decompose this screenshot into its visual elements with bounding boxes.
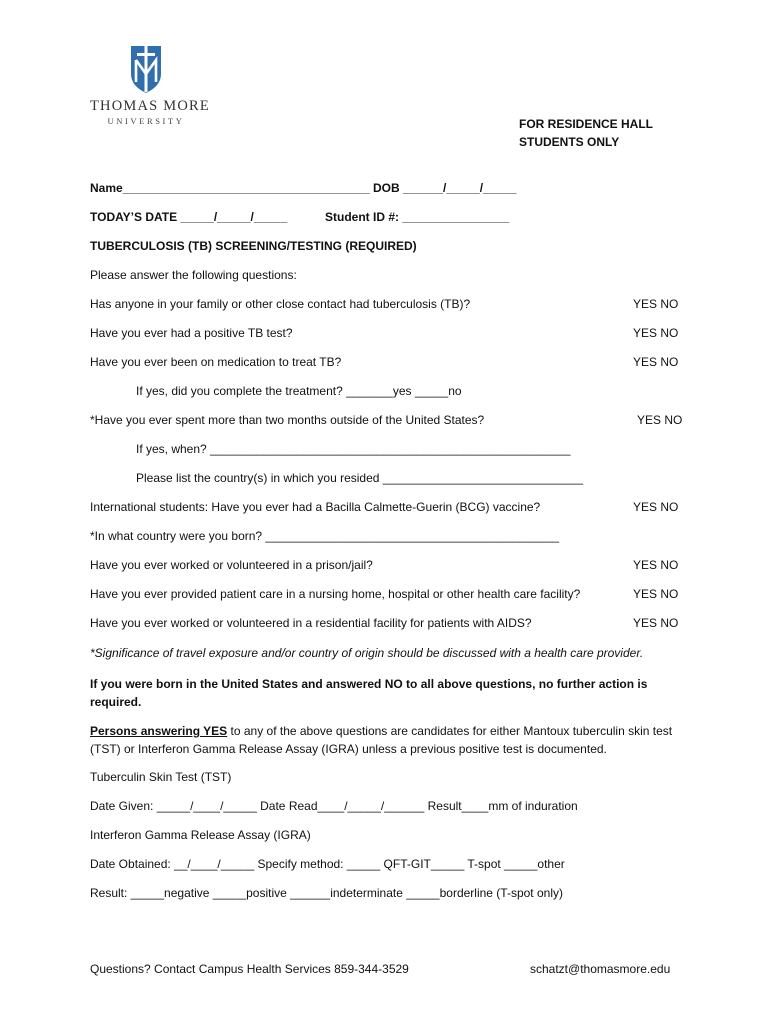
student-id-field[interactable]: Student ID #: ________________ [325,210,510,224]
logo-subtitle: UNIVERSITY [107,116,185,126]
todays-date-field[interactable]: TODAY’S DATE _____/_____/_____ [90,210,288,224]
tst-fields[interactable]: Date Given: _____/____/_____ Date Read____/_____/______ Result____mm of induration [90,799,578,813]
answer-medication[interactable]: YES NO [633,355,679,369]
igra-title: Interferon Gamma Release Assay (IGRA) [90,828,311,842]
significance-note: *Significance of travel exposure and/or country of origin should be discussed with a health care provider. [90,646,644,660]
question-treatment-complete[interactable]: If yes, did you complete the treatment? _______yes _____no [136,384,462,398]
logo-name: THOMAS MORE [90,98,210,114]
answer-positive-test[interactable]: YES NO [633,326,679,340]
tst-title: Tuberculin Skin Test (TST) [90,770,232,784]
residence-hall-notice-line1: FOR RESIDENCE HALL [519,117,654,131]
question-bcg-vaccine: International students: Have you ever had a Bacilla Calmette-Guerin (BCG) vaccine? [90,500,541,514]
answer-bcg-vaccine[interactable]: YES NO [633,500,679,514]
footer-contact: Questions? Contact Campus Health Services 859-344-3529 [90,962,409,976]
persons-yes-lead: Persons answering YES [90,724,228,738]
section-title: TUBERCULOSIS (TB) SCREENING/TESTING (REQUIRED) [90,239,417,253]
question-birth-country[interactable]: *In what country were you born? ____________________________________________ [90,529,560,543]
residence-hall-notice-line2: STUDENTS ONLY [519,135,620,149]
question-patient-care: Have you ever provided patient care in a nursing home, hospital or other health care facility? [90,587,581,601]
question-outside-us-when[interactable]: If yes, when? ______________________________________________________ [136,442,571,456]
igra-result-fields[interactable]: Result: _____negative _____positive ______indeterminate _____borderline (T-spot only) [90,886,563,900]
us-born-note: If you were born in the United States and answered NO to all above questions, no further action is required. [90,677,648,709]
answer-outside-us[interactable]: YES NO [637,413,683,427]
question-medication: Have you ever been on medication to treat TB? [90,355,342,369]
answer-patient-care[interactable]: YES NO [633,587,679,601]
answer-close-contact[interactable]: YES NO [633,297,679,311]
answer-prison[interactable]: YES NO [633,558,679,572]
question-positive-test: Have you ever had a positive TB test? [90,326,293,340]
name-dob-field[interactable]: Name_____________________________________ DOB ______/_____/_____ [90,181,517,195]
instructions: Please answer the following questions: [90,268,297,282]
persons-yes-paragraph [90,722,680,758]
question-close-contact: Has anyone in your family or other close contact had tuberculosis (TB)? [90,297,471,311]
footer-email[interactable]: schatzt@thomasmore.edu [530,962,671,976]
igra-fields[interactable]: Date Obtained: __/____/_____ Specify method: _____ QFT-GIT_____ T-spot _____other [90,857,565,871]
answer-aids-facility[interactable]: YES NO [633,616,679,630]
question-aids-facility: Have you ever worked or volunteered in a residential facility for patients with AIDS? [90,616,532,630]
persons-yes-rest: to any of the above questions are candidates for either Mantoux tuberculin skin test (TST) or Interferon Gamma Release Assay (IGRA) unless a previous positive test is documented. [90,724,673,756]
university-logo [90,44,210,134]
shield-emblem-icon [128,44,164,94]
question-outside-us: *Have you ever spent more than two months outside of the United States? [90,413,485,427]
question-prison: Have you ever worked or volunteered in a prison/jail? [90,558,373,572]
question-countries-resided[interactable]: Please list the country(s) in which you resided ______________________________ [136,471,583,485]
